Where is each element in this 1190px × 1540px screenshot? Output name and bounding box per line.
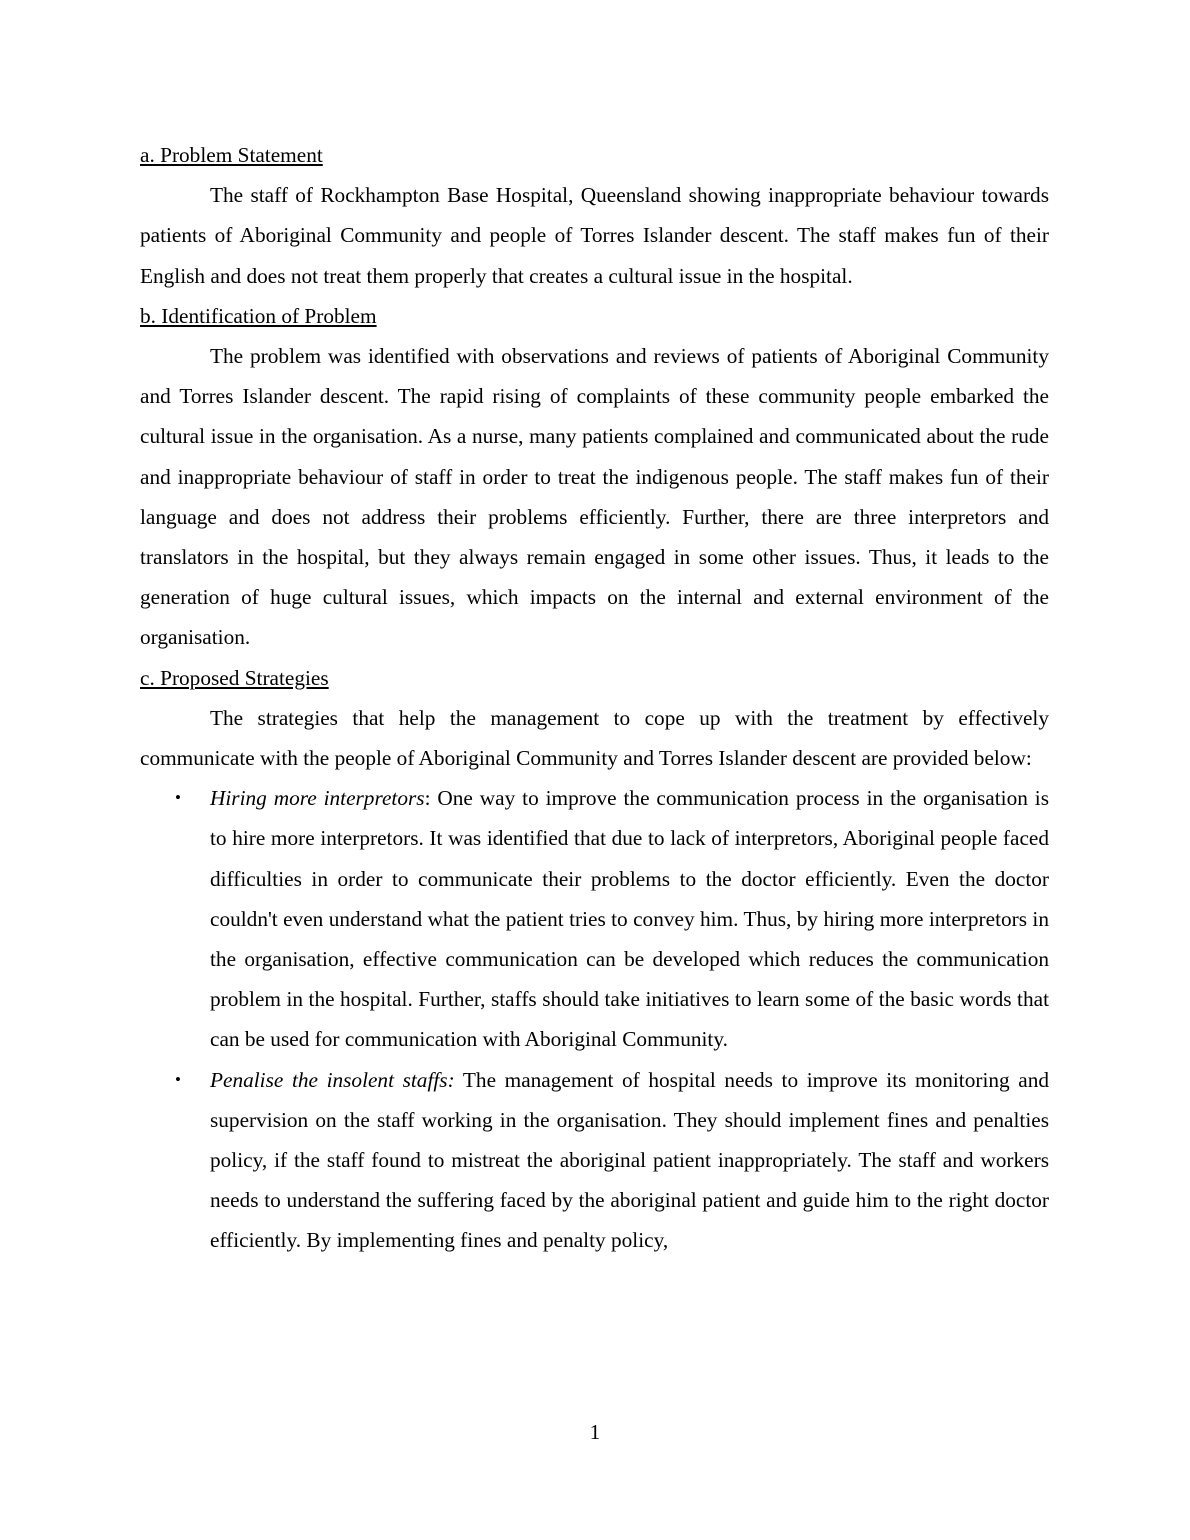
section-heading: a. Problem Statement <box>140 143 323 167</box>
bullet-icon: • <box>175 788 181 808</box>
section-heading: c. Proposed Strategies <box>140 665 329 690</box>
section-paragraph: The problem was identified with observations and reviews of patients of Aboriginal Community and Torres Islander descent. The rapid rising of complaints of these community people embarked the cultural issue in the organisation. As a nurse, many patients complained and communicated about the rude and inappropriate behaviour of staff in order to treat the indigenous people. The staff makes fun of their language and does not address their problems efficiently. Further, there are three interpretors and translators in the hospital, but they always remain engaged in some other issues. Thus, it leads to the generation of huge cultural issues, which impacts on the internal and external environment of the organisation. <box>140 344 1049 650</box>
bullet-term: Hiring more interpretors <box>210 786 425 811</box>
bullet-text: The management of hospital needs to improve its monitoring and supervision on the staff working in the organisation. They should implement fines and penalties policy, if the staff found to mistreat the aboriginal patient inappropriately. The staff and workers needs to understand the suffering faced by the aboriginal patient and guide him to the right doctor efficiently. By implementing fines and penalty policy, <box>210 1067 1050 1253</box>
section-identification-of-problem <box>140 296 1049 658</box>
section-proposed-strategies <box>140 658 1049 779</box>
section-problem-statement <box>140 135 1049 296</box>
list-item <box>175 1060 1050 1261</box>
page-number: 1 <box>589 1420 601 1444</box>
section-paragraph: The staff of Rockhampton Base Hospital, Queensland showing inappropriate behaviour towards patients of Aboriginal Community and people of Torres Islander descent. The staff makes fun of their English and does not treat them properly that creates a cultural issue in the hospital. <box>140 183 1049 288</box>
section-heading: b. Identification of Problem <box>140 303 377 328</box>
list-item <box>175 778 1049 1059</box>
section-paragraph: The strategies that help the management to cope up with the treatment by effectively communicate with the people of Aboriginal Community and Torres Islander descent are provided below: <box>140 705 1049 771</box>
page-body <box>140 135 1049 1261</box>
bullet-text: : One way to improve the communication process in the organisation is to hire more interpretors. It was identified that due to lack of interpretors, Aboriginal people faced difficulties in order to communicate their problems to the doctor efficiently. Even the doctor couldn't even understand what the patient tries to convey him. Thus, by hiring more interpretors in the organisation, effective communication can be developed which reduces the communication problem in the hospital. Further, staffs should take initiatives to learn some of the basic words that can be used for communication with Aboriginal Community. <box>210 786 1049 1052</box>
strategy-list <box>140 778 1049 1260</box>
bullet-icon: • <box>175 1069 181 1089</box>
bullet-term: Penalise the insolent staffs: <box>210 1067 455 1092</box>
